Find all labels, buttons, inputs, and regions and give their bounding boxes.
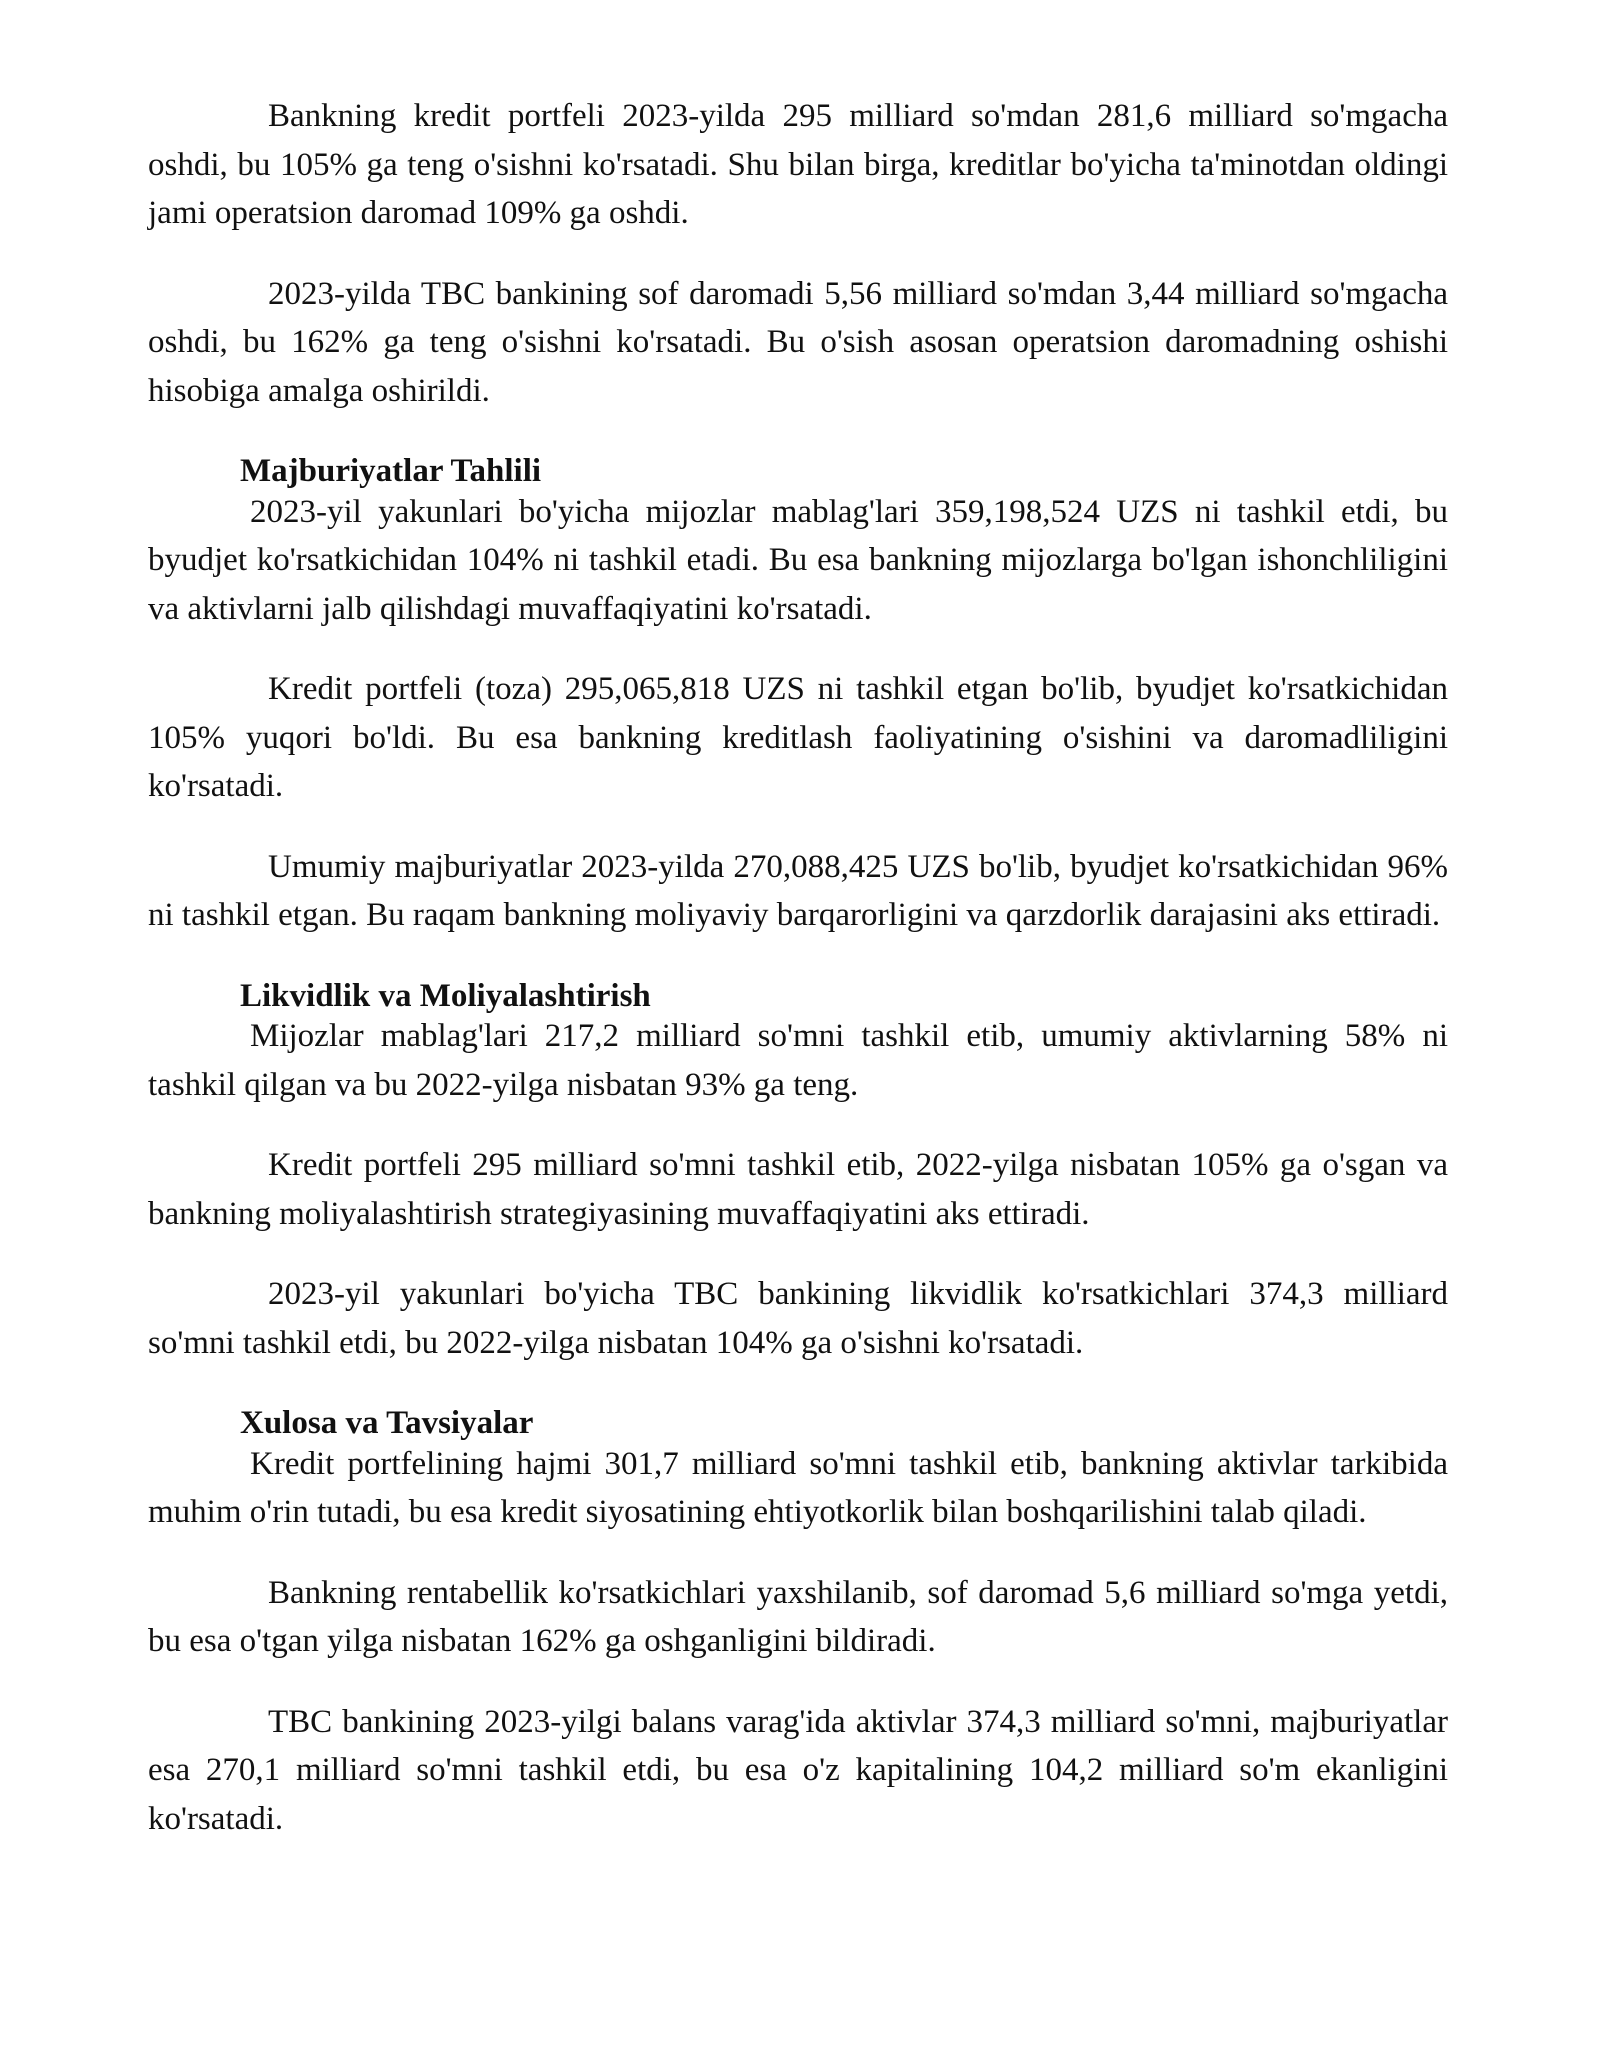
paragraph-net-income-growth: 2023-yilda TBC bankining sof daromadi 5,56 milliard so'mdan 3,44 milliard so'mgacha oshdi, bu 162% ga teng o'sishni ko'rsatadi. Bu o'sish asosan operatsion daromadning oshishi hisobiga amalga oshirildi. (148, 275, 1448, 409)
paragraph-loan-portfolio-funding: Kredit portfeli 295 milliard so'mni tashkil etib, 2022-yilga nisbatan 105% ga o'sgan va bankning moliyalashtirish strategiyasining muvaffaqiyatini aks ettiradi. (148, 1147, 1448, 1232)
paragraph-balance-sheet: TBC bankining 2023-yilgi balans varag'ida aktivlar 374,3 milliard so'mni, majburiyatlar esa 270,1 milliard so'mni tashkil etdi, bu esa o'z kapitalining 104,2 milliard so'm ekanligini ko'rsatadi. (148, 1703, 1448, 1837)
paragraph-customer-funds: 2023-yil yakunlari bo'yicha mijozlar mablag'lari 359,198,524 UZS ni tashkil etdi, bu byudjet ko'rsatkichidan 104% ni tashkil etadi. Bu esa bankning mijozlarga bo'lgan ishonchliligini va aktivlarni jalb qilishdagi muvaffaqiyatini ko'rsatadi. (148, 493, 1448, 627)
paragraph-total-liabilities: Umumiy majburiyatlar 2023-yilda 270,088,425 UZS bo'lib, byudjet ko'rsatkichidan 96% ni tashkil etgan. Bu raqam bankning moliyaviy barqarorligini va qarzdorlik darajasini aks ettiradi. (148, 848, 1448, 933)
heading-liquidity-funding: Likvidlik va Moliyalashtirish (240, 977, 651, 1014)
paragraph-credit-portfolio-growth: Bankning kredit portfeli 2023-yilda 295 milliard so'mdan 281,6 milliard so'mgacha oshdi, bu 105% ga teng o'sishni ko'rsatadi. Shu bilan birga, kreditlar bo'yicha ta'minotdan oldingi jami operatsion daromad 109% ga oshdi. (148, 98, 1448, 231)
heading-conclusions-recommendations: Xulosa va Tavsiyalar (240, 1405, 534, 1441)
document-page (148, 92, 1448, 1843)
paragraph-profitability: Bankning rentabellik ko'rsatkichlari yaxshilanib, sof daromad 5,6 milliard so'mga yetdi, bu esa o'tgan yilga nisbatan 162% ga oshganligini bildiradi. (148, 1574, 1448, 1659)
paragraph-net-loan-portfolio: Kredit portfeli (toza) 295,065,818 UZS ni tashkil etgan bo'lib, byudjet ko'rsatkichidan 105% yuqori bo'ldi. Bu esa bankning kreditlash faoliyatining o'sishini va daromadliligini ko'rsatadi. (148, 671, 1448, 804)
paragraph-loan-portfolio-size: Kredit portfelining hajmi 301,7 milliard so'mni tashkil etib, bankning aktivlar tarkibida muhim o'rin tutadi, bu esa kredit siyosatining ehtiyotkorlik bilan boshqarilishini talab qiladi. (148, 1445, 1448, 1530)
paragraph-customer-funds-share: Mijozlar mablag'lari 217,2 milliard so'mni tashkil etib, umumiy aktivlarning 58% ni tashkil qilgan va bu 2022-yilga nisbatan 93% ga teng. (148, 1018, 1448, 1103)
heading-liabilities-analysis: Majburiyatlar Tahlili (240, 453, 542, 489)
paragraph-liquidity-indicators: 2023-yil yakunlari bo'yicha TBC bankining likvidlik ko'rsatkichlari 374,3 milliard so'mni tashkil etdi, bu 2022-yilga nisbatan 104% ga o'sishni ko'rsatadi. (148, 1276, 1448, 1361)
